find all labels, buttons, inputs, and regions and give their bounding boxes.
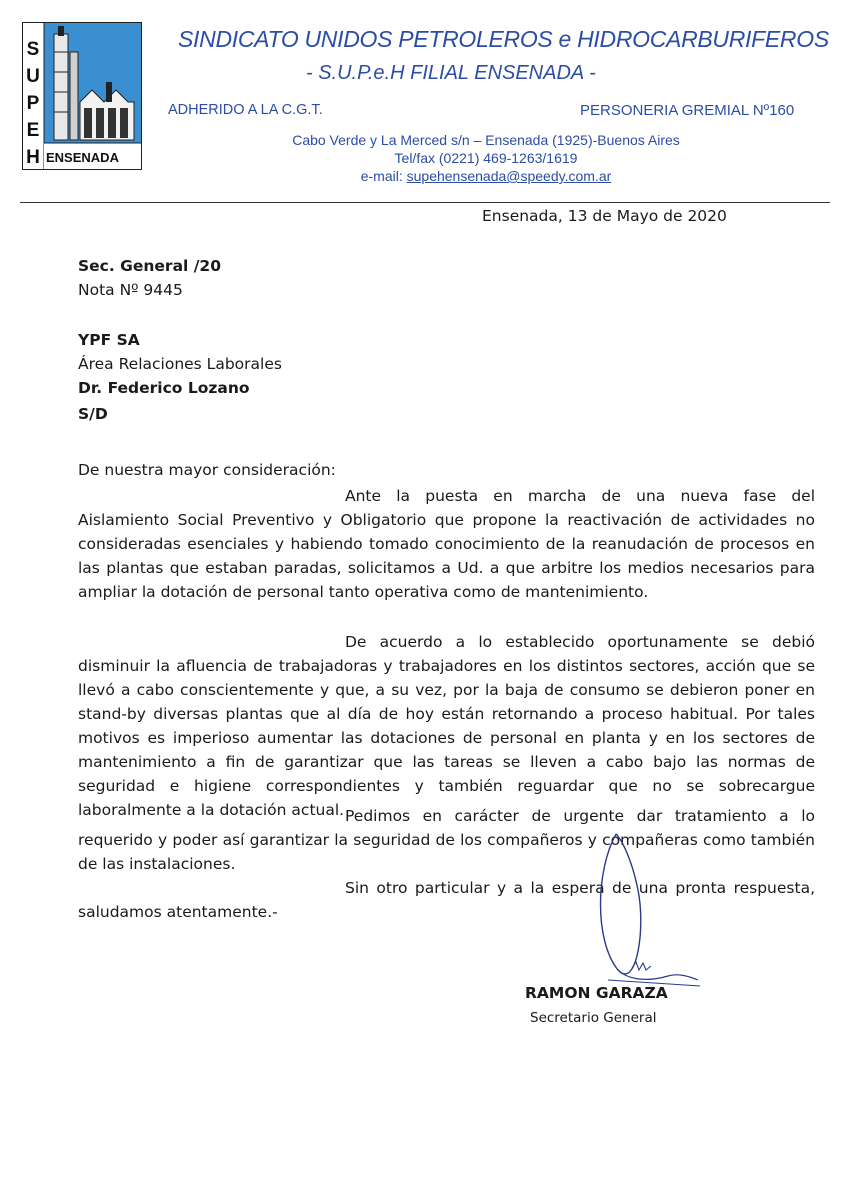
recipient-sd: S/D [78,405,108,423]
contact-block [256,131,716,185]
address-line: Cabo Verde y La Merced s/n – Ensenada (1925)-Buenos Aires [292,132,680,148]
paragraph-2-text: De acuerdo a lo establecido oportunamente se debió disminuir la afluencia de trabajadoras y trabajadores en los distintos sectores, acción que se llevó a cabo conscientemente y que, a su vez, por la baja de consumo se debieron poner en stand-by diversas plantas que al día de hoy están retornando a proceso habitual. Por tales motivos es imperioso aumentar las dotaciones de personal en planta y en los sectores de mantenimiento a fin de garantizar que las tareas se lleven a cabo bajo las normas de seguridad e higiene correspondientes y también reguardar que no se sobrecargue laboralmente a la dotación actual. [78,633,815,819]
logo-letter-s: S [26,39,40,60]
reference-note-number: Nota Nº 9445 [78,281,183,299]
telfax-line: Tel/fax (0221) 469-1263/1619 [394,150,578,166]
email-line [256,167,716,185]
personeria-gremial: PERSONERIA GREMIAL Nº160 [580,102,795,119]
email-link[interactable]: supehensenada@speedy.com.ar [406,168,612,184]
signer-name: RAMON GARAZA [525,984,668,1002]
recipient-company: YPF SA [78,331,140,349]
organization-name: SINDICATO UNIDOS PETROLEROS e HIDROCARBURIFEROS [178,26,829,52]
header-divider [20,202,830,203]
organization-branch: - S.U.P.e.H FILIAL ENSENADA - [306,62,596,84]
handwritten-signature [588,830,708,990]
signer-role: Secretario General [530,1010,657,1026]
logo-caption: ENSENADA [46,150,119,165]
affiliation: ADHERIDO A LA C.G.T. [168,102,323,118]
logo-letter-p: P [26,93,40,114]
paragraph-2 [78,630,815,822]
logo-letter-e: E [26,120,40,141]
email-label: e-mail: [360,168,407,184]
recipient-person: Dr. Federico Lozano [78,379,250,397]
reference-section: Sec. General /20 [78,257,221,275]
logo-letter-u: U [26,66,40,87]
paragraph-1-text: Ante la puesta en marcha de una nueva fase del Aislamiento Social Preventivo y Obligatorio que propone la reactivación de actividades no consideradas esenciales y habiendo tomado conocimiento de la reanudación de procesos en las plantas que estaban paradas, solicitamos a Ud. a que arbitre los medios necesarios para ampliar la dotación de personal tanto operativa como de mantenimiento. [78,487,815,601]
logo-letters [22,36,44,171]
paragraph-3-text: Pedimos en carácter de urgente dar tratamiento a lo requerido y poder así garantizar la seguridad de los compañeros y compañeras como también de las instalaciones. [78,807,815,873]
logo-letter-h: H [26,147,40,168]
union-logo [22,22,142,170]
paragraph-1 [78,484,815,604]
letter-date: Ensenada, 13 de Mayo de 2020 [482,207,727,225]
recipient-area: Área Relaciones Laborales [78,355,282,373]
paragraph-4-text: Sin otro particular y a la espera de una pronta respuesta, saludamos atentamente.- [78,879,815,921]
greeting: De nuestra mayor consideración: [78,461,336,479]
